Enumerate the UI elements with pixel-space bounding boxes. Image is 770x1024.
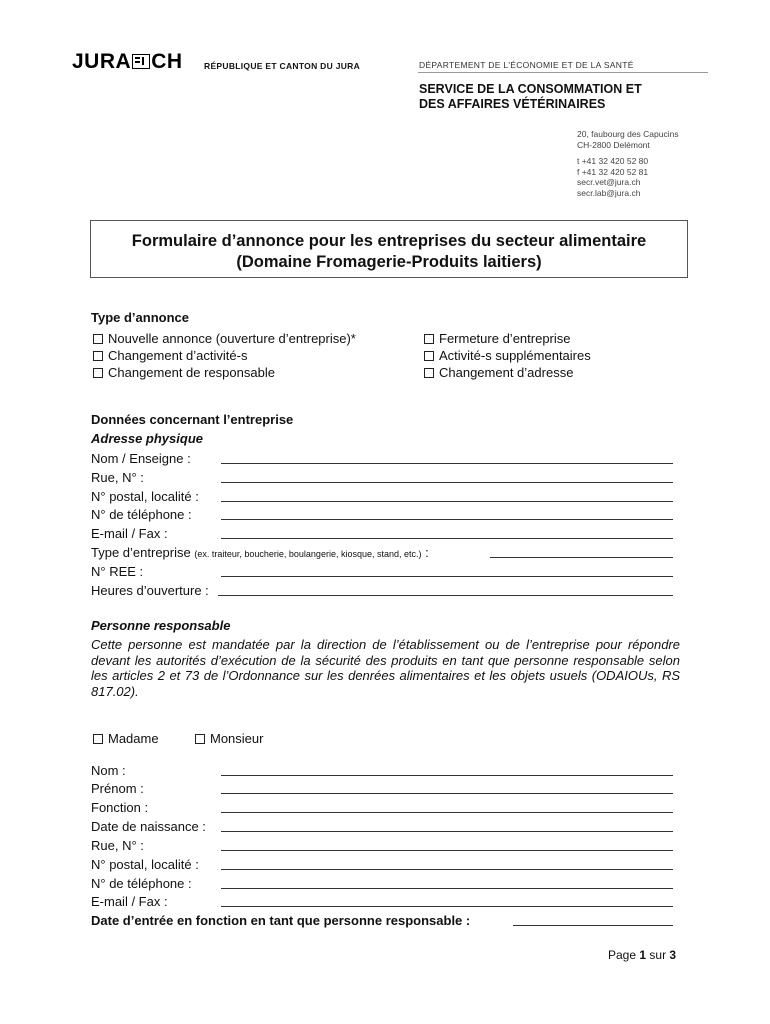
checkbox-activites-supplementaires[interactable]: Activité-s supplémentaires — [424, 348, 591, 363]
input-resp-nom[interactable] — [221, 775, 673, 776]
input-resp-fonction[interactable] — [221, 812, 673, 813]
checkbox-monsieur[interactable]: Monsieur — [195, 731, 263, 746]
field-label-rue: Rue, N° : — [91, 470, 144, 485]
checkbox-icon[interactable] — [93, 368, 103, 378]
input-telephone[interactable] — [221, 519, 673, 520]
service-address: 20, faubourg des Capucins CH-2800 Delémont t +41 32 420 52 80 f +41 32 420 52 81 secr.vet@jura.ch secr.lab@jura.ch — [577, 129, 679, 198]
checkbox-changement-activite[interactable]: Changement d’activité-s — [93, 348, 247, 363]
form-title-line2: (Domaine Fromagerie-Produits laitiers) — [236, 253, 542, 271]
personne-responsable-heading: Personne responsable — [91, 618, 231, 633]
field-label-email: E-mail / Fax : — [91, 526, 168, 541]
field-label-resp-telephone: N° de téléphone : — [91, 876, 192, 891]
field-label-postal: N° postal, localité : — [91, 489, 199, 504]
field-label-resp-prenom: Prénom : — [91, 781, 144, 796]
checkbox-icon[interactable] — [93, 734, 103, 744]
service-name: SERVICE DE LA CONSOMMATION ET DES AFFAIRES VÉTÉRINAIRES — [419, 82, 642, 111]
canton-logo: JURA CH — [72, 50, 183, 73]
form-title-box — [90, 220, 688, 278]
input-resp-telephone[interactable] — [221, 888, 673, 889]
input-heures[interactable] — [218, 595, 673, 596]
field-label-nom-enseigne: Nom / Enseigne : — [91, 451, 191, 466]
republic-label: RÉPUBLIQUE ET CANTON DU JURA — [204, 61, 361, 71]
checkbox-icon[interactable] — [424, 368, 434, 378]
checkbox-fermeture[interactable]: Fermeture d’entreprise — [424, 331, 571, 346]
field-label-resp-nom: Nom : — [91, 763, 126, 778]
input-date-entree[interactable] — [513, 925, 673, 926]
checkbox-icon[interactable] — [93, 334, 103, 344]
checkbox-changement-adresse[interactable]: Changement d’adresse — [424, 365, 573, 380]
form-title-line1: Formulaire d’annonce pour les entreprises du secteur alimentaire — [131, 232, 647, 250]
input-resp-prenom[interactable] — [221, 793, 673, 794]
logo-emblem-icon — [132, 54, 150, 69]
field-label-date-entree: Date d’entrée en fonction en tant que personne responsable : — [91, 913, 471, 928]
header-divider — [418, 72, 708, 73]
checkbox-icon[interactable] — [424, 334, 434, 344]
input-type-entreprise[interactable] — [490, 557, 673, 558]
field-label-resp-naissance: Date de naissance : — [91, 819, 206, 834]
field-label-resp-rue: Rue, N° : — [91, 838, 144, 853]
checkbox-icon[interactable] — [93, 351, 103, 361]
input-postal[interactable] — [221, 501, 673, 502]
checkbox-nouvelle-annonce[interactable]: Nouvelle annonce (ouverture d’entreprise)* — [93, 331, 356, 346]
responsable-paragraph: Cette personne est mandatée par la direction de l’établissement ou de l’entreprise pour répondre devant les autorités d’exécution de la sécurité des produits en tant que personne responsable selon les articles 2 et 73 de l’Ordonnance sur les denrées alimentaires et les objets usuels (ODAIOUs, RS 817.02). — [91, 637, 680, 699]
adresse-physique-heading: Adresse physique — [91, 431, 203, 446]
field-label-ree: N° REE : — [91, 564, 144, 579]
entreprise-heading: Données concernant l’entreprise — [91, 412, 294, 427]
input-resp-email[interactable] — [221, 906, 673, 907]
field-label-resp-email: E-mail / Fax : — [91, 894, 168, 909]
field-label-type-entreprise: Type d’entreprise (ex. traiteur, boucherie, boulangerie, kiosque, stand, etc.) : — [91, 545, 429, 560]
input-rue[interactable] — [221, 482, 673, 483]
checkbox-madame[interactable]: Madame — [93, 731, 159, 746]
input-nom-enseigne[interactable] — [221, 463, 673, 464]
input-resp-postal[interactable] — [221, 869, 673, 870]
field-label-resp-fonction: Fonction : — [91, 800, 149, 815]
checkbox-icon[interactable] — [195, 734, 205, 744]
field-label-telephone: N° de téléphone : — [91, 507, 192, 522]
field-label-heures: Heures d’ouverture : — [91, 583, 209, 598]
input-email[interactable] — [221, 538, 673, 539]
page-number: Page 1 sur 3 — [608, 948, 677, 962]
department-label: DÉPARTEMENT DE L'ÉCONOMIE ET DE LA SANTÉ — [419, 60, 634, 70]
checkbox-changement-responsable[interactable]: Changement de responsable — [93, 365, 275, 380]
input-resp-naissance[interactable] — [221, 831, 673, 832]
input-resp-rue[interactable] — [221, 850, 673, 851]
type-annonce-heading: Type d’annonce — [91, 310, 189, 325]
checkbox-icon[interactable] — [424, 351, 434, 361]
input-ree[interactable] — [221, 576, 673, 577]
field-label-resp-postal: N° postal, localité : — [91, 857, 199, 872]
